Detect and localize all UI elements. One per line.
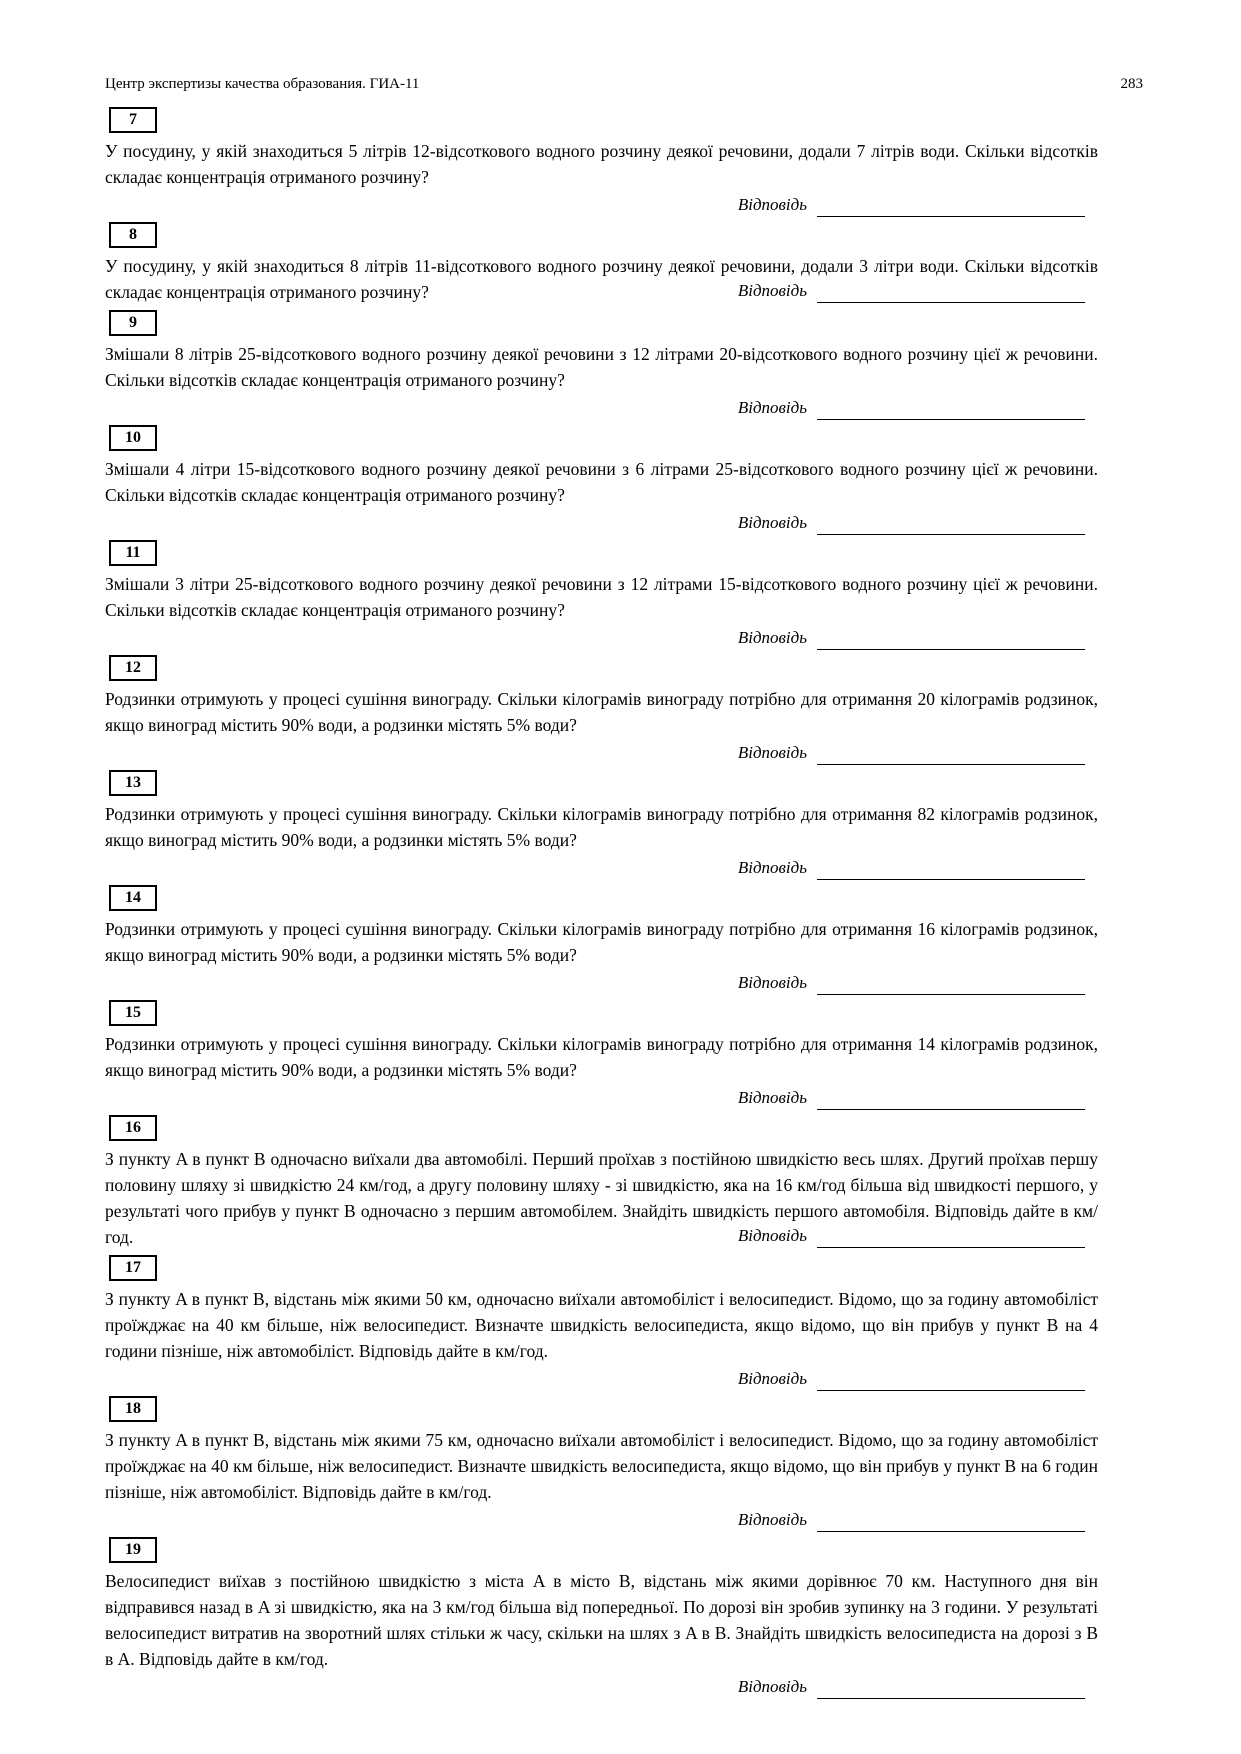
answer-label: Відповідь xyxy=(737,398,807,417)
problem xyxy=(105,1396,1098,1532)
problem-text: Родзинки отримують у процесі сушіння винограду. Скільки кілограмів винограду потрібно для отримання 14 кілограмів родзинок, якщо виноград містить 90% води, а родзинки містять 5% води? xyxy=(105,1034,1098,1080)
answer-blank-line xyxy=(817,1226,1085,1248)
answer-blank-line xyxy=(817,1510,1085,1532)
problem xyxy=(105,107,1098,217)
answer-label: Відповідь xyxy=(737,1226,807,1245)
answer-row xyxy=(738,279,1098,303)
problem xyxy=(105,770,1098,880)
answer-label: Відповідь xyxy=(737,858,807,877)
answer-row xyxy=(105,393,1098,420)
problem-number-box: 15 xyxy=(109,1000,157,1026)
answer-label: Відповідь xyxy=(737,1088,807,1107)
answer-blank-line xyxy=(817,195,1085,217)
problem-number-box: 12 xyxy=(109,655,157,681)
answer-blank-line xyxy=(817,628,1085,650)
answer-label: Відповідь xyxy=(737,1677,807,1696)
answer-row xyxy=(105,623,1098,650)
problem-text: Змішали 4 літри 15-відсоткового водного розчину деякої речовини з 6 літрами 25-відсоткового водного розчину цієї ж речовини. Скільки відсотків складає концентрація отриманого розчину? xyxy=(105,459,1098,505)
problem xyxy=(105,222,1098,305)
page-header xyxy=(105,76,1143,93)
answer-blank-line xyxy=(817,1369,1085,1391)
page-number: 283 xyxy=(1120,76,1143,92)
problem-number-box: 14 xyxy=(109,885,157,911)
problem-text: З пункту A в пункт B, відстань між якими 50 км, одночасно виїхали автомобіліст і велосипедист. Відомо, що за годину автомобіліст проїжджає на 40 км більше, ніж велосипедист. Визначте швидкість велосипедиста, якщо відомо, що він прибув у пункт В на 4 години пізніше, ніж автомобіліст. Відповідь дайте в км/год. xyxy=(105,1289,1098,1361)
answer-label: Відповідь xyxy=(737,1510,807,1529)
answer-row xyxy=(738,1224,1098,1248)
answer-row xyxy=(105,968,1098,995)
problem-text: Родзинки отримують у процесі сушіння винограду. Скільки кілограмів винограду потрібно для отримання 20 кілограмів родзинок, якщо виноград містить 90% води, а родзинки містять 5% води? xyxy=(105,689,1098,735)
problem-number-box: 8 xyxy=(109,222,157,248)
problem-text: З пункту A в пункт B одночасно виїхали два автомобілі. Перший проїхав з постійною швидкістю весь шлях. Другий проїхав першу половину шляху зі швидкістю 24 км/год, а другу половину шляху - зі швидкістю, яка на 16 км/год більша від швидкості першого, у результаті чого прибув у пункт B одночасно з першим автомобілем. Знайдіть швидкість першого автомобіля. Відповідь дайте в км/год. Відповідь xyxy=(105,1149,1098,1247)
problem xyxy=(105,885,1098,995)
problem-number-box: 19 xyxy=(109,1537,157,1563)
problem-number-box: 18 xyxy=(109,1396,157,1422)
problem xyxy=(105,1000,1098,1110)
answer-label: Відповідь xyxy=(737,628,807,647)
problem-text: Родзинки отримують у процесі сушіння винограду. Скільки кілограмів винограду потрібно для отримання 82 кілограмів родзинок, якщо виноград містить 90% води, а родзинки містять 5% води? xyxy=(105,804,1098,850)
answer-label: Відповідь xyxy=(737,743,807,762)
answer-row xyxy=(105,1364,1098,1391)
problem xyxy=(105,425,1098,535)
answer-row xyxy=(105,508,1098,535)
answer-blank-line xyxy=(817,1677,1085,1699)
problem-number-box: 17 xyxy=(109,1255,157,1281)
problem xyxy=(105,655,1098,765)
problem-text: Змішали 8 літрів 25-відсоткового водного розчину деякої речовини з 12 літрами 20-відсоткового водного розчину цієї ж речовини. Скільки відсотків складає концентрація отриманого розчину? xyxy=(105,344,1098,390)
header-title: Центр экспертизы качества образования. ГИА-11 xyxy=(105,76,420,92)
problem-text: Велосипедист виїхав з постійною швидкістю з міста A в місто B, відстань між якими дорівнює 70 км. Наступного дня він відправився назад в A зі швидкістю, яка на 3 км/год більша від попередньої. По дорозі він зробив зупинку на 3 години. У результаті велосипедист витратив на зворотний шлях стільки ж часу, скільки на шлях з A в B. Знайдіть швидкість велосипедиста на дорозі з B в A. Відповідь дайте в км/год. xyxy=(105,1571,1098,1669)
problem-number-box: 7 xyxy=(109,107,157,133)
answer-blank-line xyxy=(817,858,1085,880)
problem-text: З пункту A в пункт B, відстань між якими 75 км, одночасно виїхали автомобіліст і велосипедист. Відомо, що за годину автомобіліст проїжджає на 40 км більше, ніж велосипедист. Визначте швидкість велосипедиста, якщо відомо, що він прибув у пункт В на 6 годин пізніше, ніж автомобіліст. Відповідь дайте в км/год. xyxy=(105,1430,1098,1502)
answer-row xyxy=(105,853,1098,880)
problem-text: Родзинки отримують у процесі сушіння винограду. Скільки кілограмів винограду потрібно для отримання 16 кілограмів родзинок, якщо виноград містить 90% води, а родзинки містять 5% води? xyxy=(105,919,1098,965)
answer-blank-line xyxy=(817,513,1085,535)
answer-blank-line xyxy=(817,398,1085,420)
problem-number-box: 10 xyxy=(109,425,157,451)
problem-text: У посудину, у якій знаходиться 8 літрів 11-відсоткового водного розчину деякої речовини, додали 3 літри води. Скільки відсотків складає концентрація отриманого розчину? Відповідь xyxy=(105,256,1098,302)
answer-row xyxy=(105,1672,1098,1699)
answer-blank-line xyxy=(817,1088,1085,1110)
problem-number-box: 16 xyxy=(109,1115,157,1141)
answer-blank-line xyxy=(817,973,1085,995)
problem xyxy=(105,1537,1098,1699)
answer-row xyxy=(105,738,1098,765)
problem xyxy=(105,310,1098,420)
problem-text: У посудину, у якій знаходиться 5 літрів 12-відсоткового водного розчину деякої речовини, додали 7 літрів води. Скільки відсотків складає концентрація отриманого розчину? xyxy=(105,141,1098,187)
problem-text: Змішали 3 літри 25-відсоткового водного розчину деякої речовини з 12 літрами 15-відсоткового водного розчину цієї ж речовини. Скільки відсотків складає концентрація отриманого розчину? xyxy=(105,574,1098,620)
problem xyxy=(105,1115,1098,1250)
answer-label: Відповідь xyxy=(737,513,807,532)
problems-list xyxy=(105,107,1098,1699)
answer-blank-line xyxy=(817,743,1085,765)
answer-row xyxy=(105,1083,1098,1110)
answer-label: Відповідь xyxy=(737,281,807,300)
answer-label: Відповідь xyxy=(737,973,807,992)
answer-row xyxy=(105,1505,1098,1532)
problem xyxy=(105,1255,1098,1391)
answer-label: Відповідь xyxy=(737,195,807,214)
problem-number-box: 13 xyxy=(109,770,157,796)
problem xyxy=(105,540,1098,650)
answer-row xyxy=(105,190,1098,217)
answer-label: Відповідь xyxy=(737,1369,807,1388)
answer-blank-line xyxy=(817,281,1085,303)
problem-number-box: 9 xyxy=(109,310,157,336)
problem-number-box: 11 xyxy=(109,540,157,566)
